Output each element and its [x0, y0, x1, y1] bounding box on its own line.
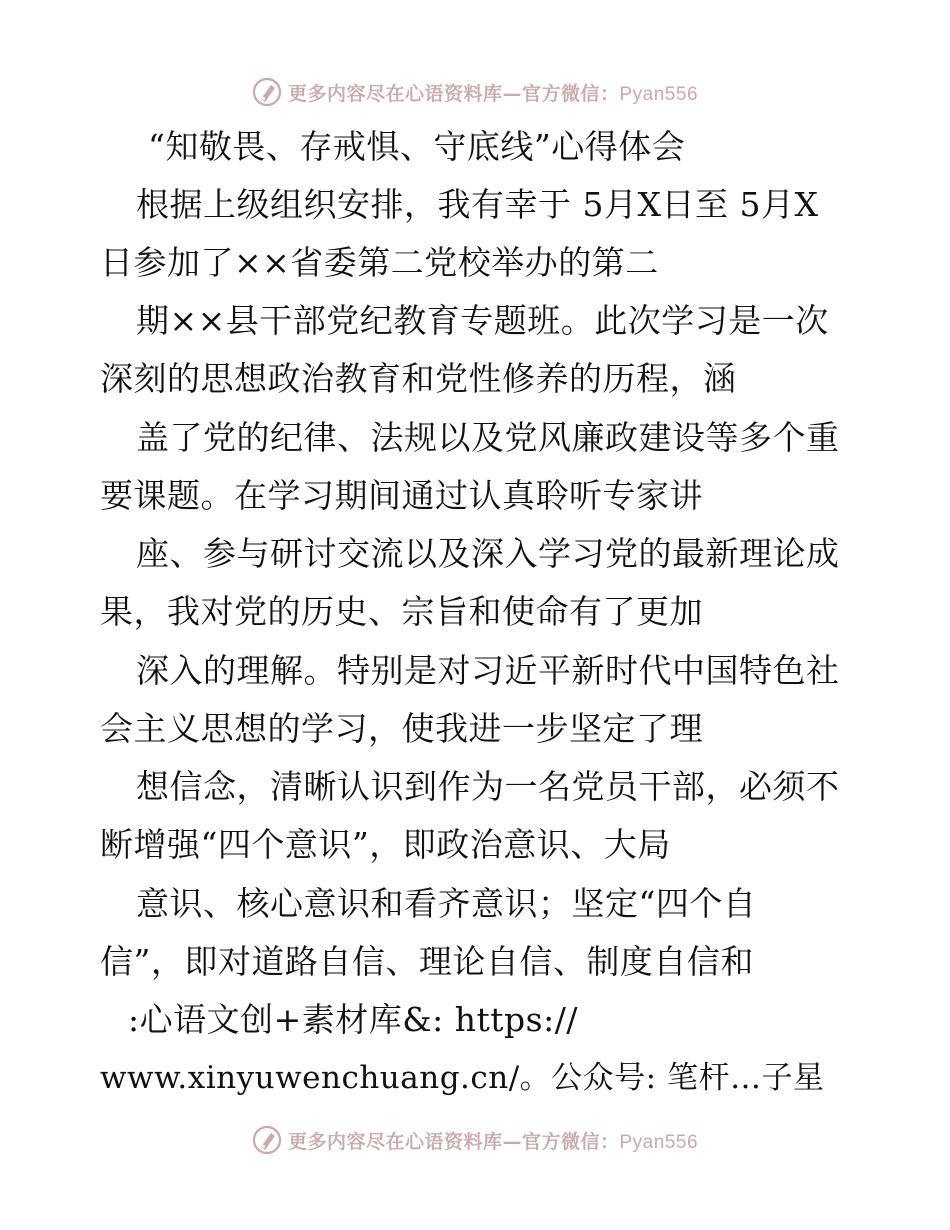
header-wechat-account: Pyan556 — [619, 83, 699, 105]
pen-nib-logo-icon — [252, 1125, 282, 1155]
footer-wechat-account: Pyan556 — [619, 1131, 699, 1153]
paragraph-line: 盖了党的纪律、法规以及党风廉政建设等多个重 — [136, 418, 840, 457]
paragraph-line: 断增强“四个意识”，即政治意识、大局 — [100, 825, 671, 864]
paragraph-line: 深刻的思想政治教育和党性修养的历程，涵 — [100, 359, 737, 398]
paragraph-line: 深入的理解。特别是对习近平新时代中国特色社 — [136, 651, 840, 690]
document-title: “知敬畏、存戒惧、守底线”心得体会 — [148, 127, 686, 166]
header-watermark-text: 更多内容尽在心语资料库—官方微信：Pyan556 — [287, 82, 699, 105]
paragraph-line: 座、参与研讨交流以及深入学习党的最新理论成 — [136, 534, 840, 573]
paragraph-line: 想信念，清晰认识到作为一名党员干部，必须不 — [136, 767, 840, 806]
paragraph-line: 要课题。在学习期间通过认真聆听专家讲 — [100, 476, 703, 515]
paragraph-line: 会主义思想的学习，使我进一步坚定了理 — [100, 709, 703, 748]
paragraph-line: 日参加了××省委第二党校举办的第二 — [100, 243, 659, 282]
paragraph-line: 果，我对党的历史、宗旨和使命有了更加 — [100, 592, 703, 631]
paragraph-line: 根据上级组织安排，我有幸于 5月X日至 5月X — [136, 185, 819, 224]
footer-watermark-text: 更多内容尽在心语资料库—官方微信：Pyan556 — [287, 1130, 699, 1153]
paragraph-line: 信”，即对道路自信、理论自信、制度自信和 — [100, 942, 754, 981]
source-line: :心语文创+素材库&: https:// — [128, 1000, 578, 1039]
footer-watermark-banner — [0, 1120, 950, 1160]
paragraph-line: 意识、核心意识和看齐意识；坚定“四个自 — [136, 884, 757, 923]
source-url-line: www.xinyuwenchuang.cn/。公众号: 笔杆…子星 — [100, 1060, 825, 1096]
paragraph-line: 期××县干部党纪教育专题班。此次学习是一次 — [136, 301, 829, 340]
